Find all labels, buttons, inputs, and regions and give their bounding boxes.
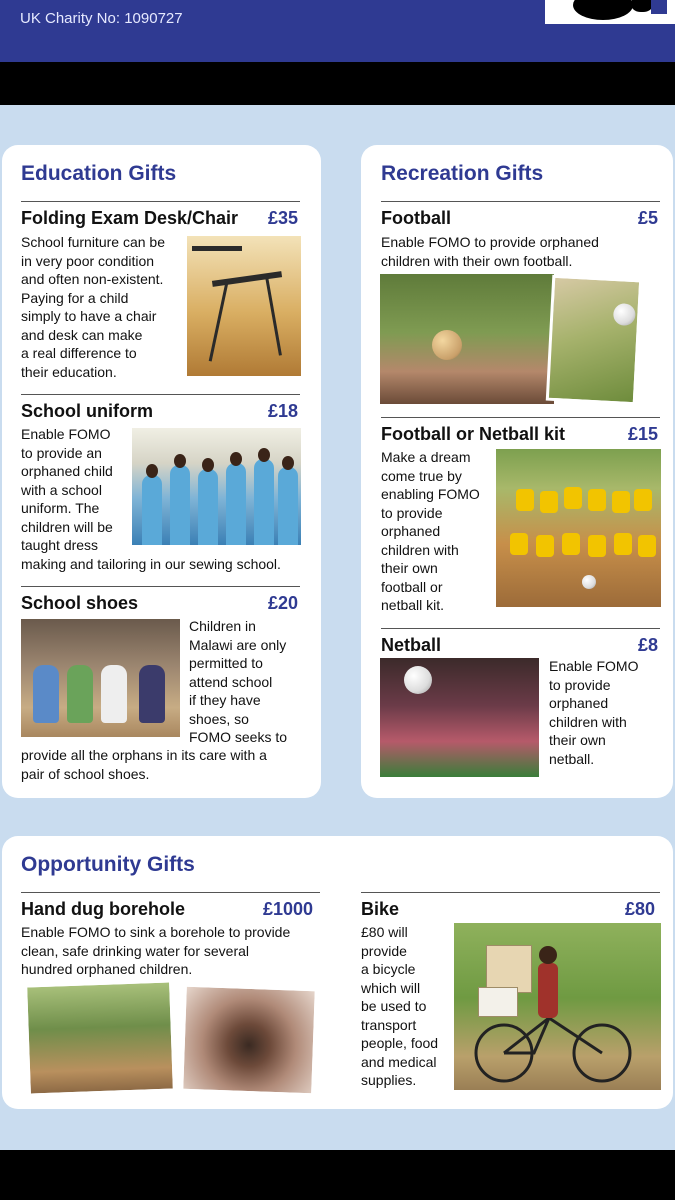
school-uniform-photo <box>132 428 301 545</box>
education-title: Education Gifts <box>21 162 177 185</box>
gift-description: Enable FOMO to sink a borehole to provide clean, safe drinking water for several hundred orphaned children. <box>21 924 291 977</box>
gift-price: £15 <box>627 424 658 444</box>
divider <box>21 201 300 202</box>
gift-description: School furniture can be in very poor condition and often non-existent. Paying for a child simply to have a chair and desk can make a real difference to their education. <box>21 234 165 380</box>
bicycle-photo <box>454 923 661 1090</box>
gift-title: Folding Exam Desk/Chair <box>21 208 239 228</box>
gift-price: £80 <box>625 899 656 919</box>
gift-title: School shoes <box>21 593 139 613</box>
gift-price: £8 <box>637 635 658 655</box>
gift-title: Football <box>381 208 451 228</box>
black-band-bottom <box>0 1150 675 1200</box>
football-photo <box>380 274 554 404</box>
gift-description: £80 will provide a bicycle which will be used to transport people, food and medical supplies. <box>361 924 439 1088</box>
desk-chair-photo <box>187 236 301 376</box>
gift-title: School uniform <box>21 401 153 421</box>
gift-price: £5 <box>637 208 658 228</box>
recreation-title: Recreation Gifts <box>381 162 544 185</box>
gift-description: Enable FOMO to provide orphaned children with their own netball. <box>549 658 639 767</box>
fomo-logo <box>545 0 675 24</box>
divider <box>21 586 300 587</box>
opportunity-gifts-card <box>2 836 673 1109</box>
opportunity-title: Opportunity Gifts <box>21 853 195 876</box>
divider <box>21 394 300 395</box>
football-kit-photo <box>496 449 661 607</box>
gift-title: Netball <box>381 635 442 655</box>
gift-description-cont: provide all the orphans in its care with a pair of school shoes. <box>21 747 267 782</box>
gift-price: £20 <box>267 593 298 613</box>
recreation-gifts-card <box>361 145 673 798</box>
gift-price: £18 <box>267 401 298 421</box>
gift-description: Make a dream come true by enabling FOMO to provide orphaned children with their own football or netball kit. <box>381 449 480 613</box>
borehole-photo-2 <box>180 984 318 1097</box>
gift-description: Children in Malawi are only permitted to attend school if they have shoes, so FOMO seeks to <box>189 618 288 745</box>
gift-price: £1000 <box>263 899 314 919</box>
gift-title: Bike <box>361 899 400 919</box>
borehole-photo-1 <box>24 979 176 1096</box>
divider <box>381 628 660 629</box>
gift-description: Enable FOMO to provide an orphaned child with a school uniform. The children will be taught dress making and tailoring in our sewing school. <box>21 426 281 572</box>
education-gifts-card <box>2 145 321 798</box>
netball-photo <box>380 658 539 777</box>
divider <box>381 417 660 418</box>
black-band-top <box>0 62 675 105</box>
gift-price: £35 <box>267 208 298 228</box>
divider <box>361 892 660 893</box>
header-bar <box>0 0 675 62</box>
bicycle-icon <box>454 923 661 1090</box>
gift-title: Hand dug borehole <box>21 899 185 919</box>
football-photo-2 <box>546 275 642 406</box>
gift-title: Football or Netball kit <box>381 424 566 444</box>
divider <box>21 892 320 893</box>
divider <box>381 201 660 202</box>
school-shoes-photo <box>21 619 180 737</box>
charity-number: UK Charity No: 1090727 <box>20 10 183 27</box>
gift-description: Enable FOMO to provide orphaned children with their own football. <box>381 234 599 269</box>
